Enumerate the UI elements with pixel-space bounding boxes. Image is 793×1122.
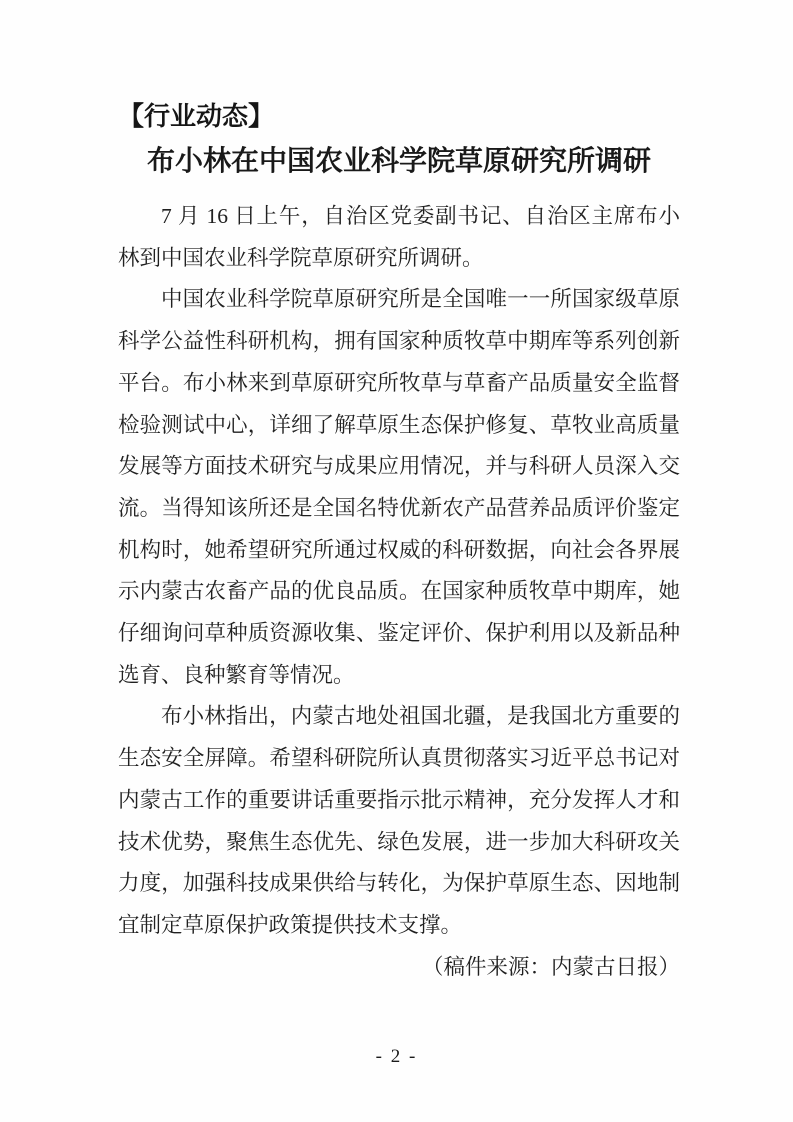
body-paragraph-1: 7 月 16 日上午，自治区党委副书记、自治区主席布小林到中国农业科学院草原研究所调研。	[118, 204, 680, 270]
section-label: 【行业动态】	[118, 101, 275, 131]
article-body	[118, 196, 680, 988]
document-content	[118, 103, 680, 988]
body-paragraph-3: 布小林指出，内蒙古地处祖国北疆，是我国北方重要的生态安全屏障。希望科研院所认真贯彻落实习近平总书记对内蒙古工作的重要讲话重要指示批示精神，充分发挥人才和技术优势，聚焦生态优先、绿色发展，进一步加大科研攻关力度，加强科技成果供给与转化，为保护草原生态、因地制宜制定草原保护政策提供技术支撑。	[118, 704, 680, 937]
article-title: 布小林在中国农业科学院草原研究所调研	[146, 146, 651, 177]
page-number: - 2 -	[375, 1046, 418, 1067]
body-paragraph-2: 中国农业科学院草原研究所是全国唯一一所国家级草原科学公益性科研机构，拥有国家种质牧草中期库等系列创新平台。布小林来到草原研究所牧草与草畜产品质量安全监督检验测试中心，详细了解草原生态保护修复、草牧业高质量发展等方面技术研究与成果应用情况，并与科研人员深入交流。当得知该所还是全国名特优新农产品营养品质评价鉴定机构时，她希望研究所通过权威的科研数据，向社会各界展示内蒙古农畜产品的优良品质。在国家种质牧草中期库，她仔细询问草种质资源收集、鉴定评价、保护利用以及新品种选育、良种繁育等情况。	[118, 287, 680, 687]
source-line: （稿件来源：内蒙古日报）	[421, 954, 680, 979]
